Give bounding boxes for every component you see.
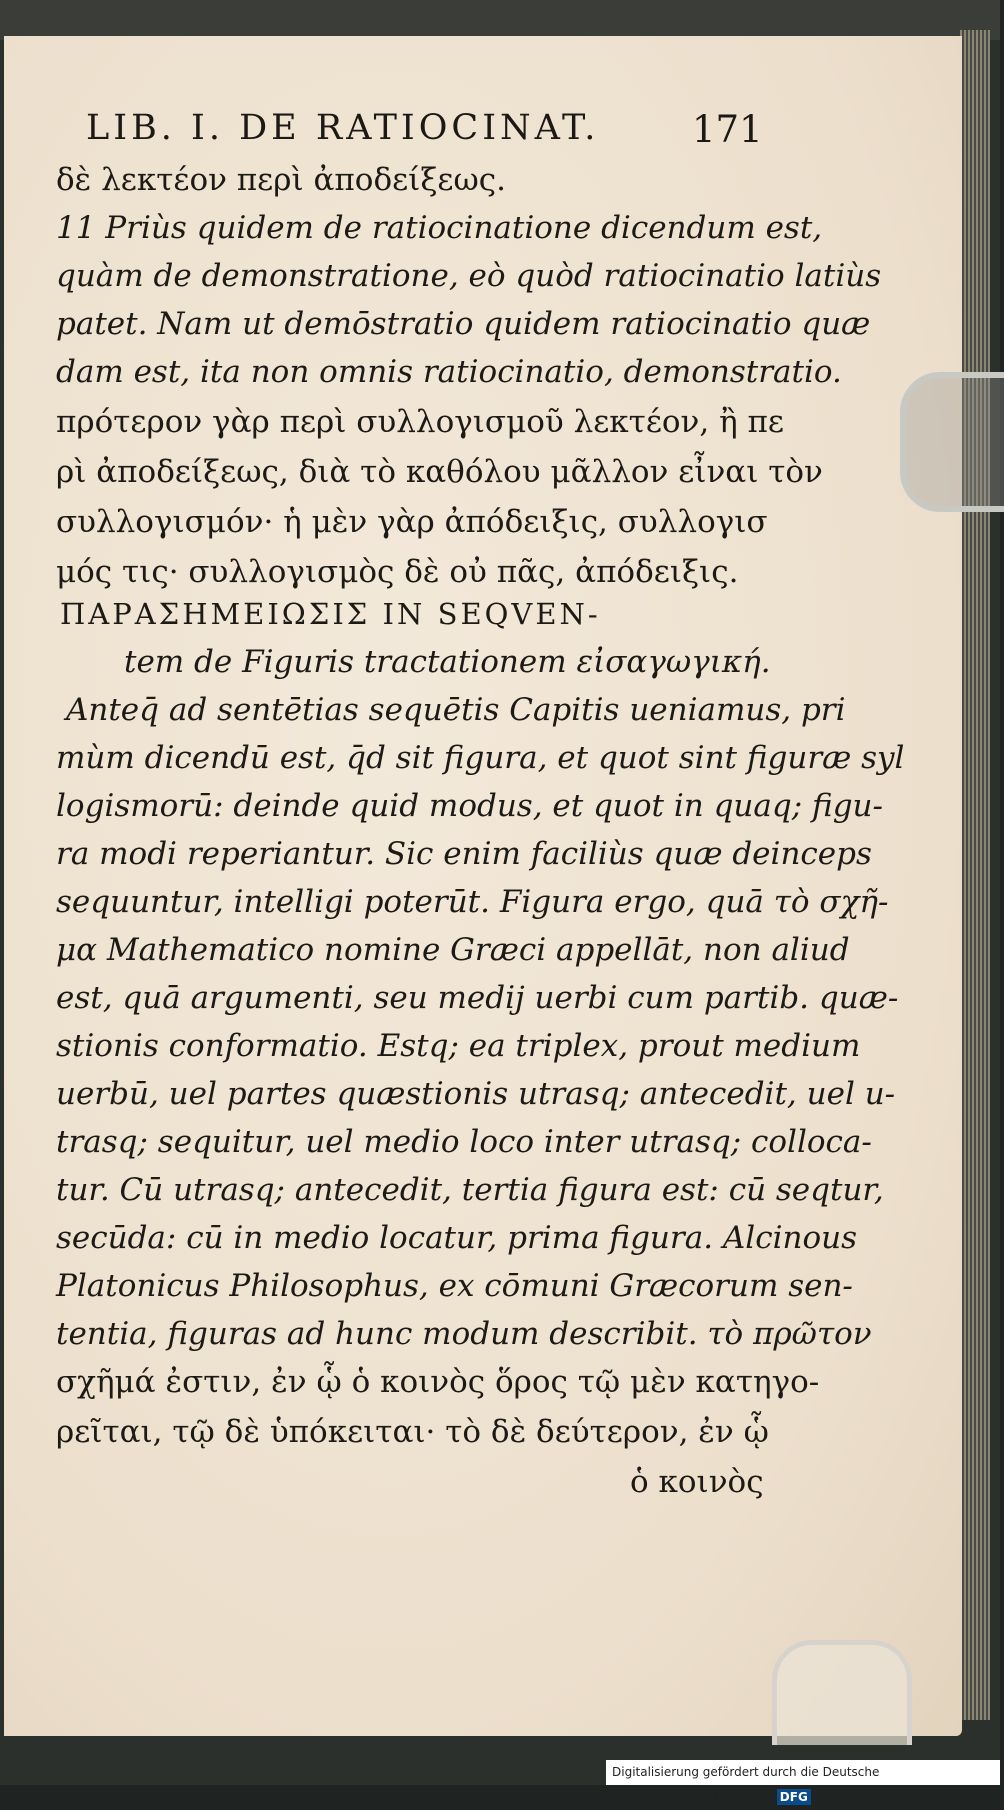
body-line: mùm dicendū est, q̄d sit figura, et quot sint figuræ syl [56,740,905,776]
book-page-edges [960,30,990,1720]
scan-top-strip [0,0,1000,40]
body-line: tentia, figuras ad hunc modum describit. τὸ πρῶτον [56,1316,872,1352]
body-line: ra modi reperiantur. Sic enim faciliùs quæ deinceps [56,836,872,872]
text-line: dam est, ita non omnis ratiocinatio, demonstratio. [56,354,842,390]
section-heading: ΠΑΡΑΣΗΜΕΙΩΣΙΣ IN SEQVEN- [60,597,601,631]
body-line: Anteq̄ ad sentētias sequētis Capitis ueniamus, pri [66,692,846,728]
text-line: δὲ λεκτέον περὶ ἀποδείξεως. [56,162,506,198]
thumb-holder [772,1640,912,1745]
body-line: est, quā argumenti, seu medij uerbi cum partib. quæ- [56,980,899,1016]
dfg-logo: DFG [777,1789,811,1805]
body-line: tur. Cū utrasq; antecedit, tertia figura est: cū seqtur, [56,1172,884,1208]
greek-line: σχῆμά ἐστιν, ἐν ᾧ ὁ κοινὸς ὅρος τῷ μὲν κατηγο- [56,1364,820,1400]
body-line: uerbū, uel partes quæstionis utrasq; antecedit, uel u- [56,1076,896,1112]
text-line: 11 Priùs quidem de ratiocinatione dicendum est, [56,210,823,246]
running-head: LIB. I. DE RATIOCINAT. [86,108,600,148]
text-line: quàm de demonstratione, eò quòd ratiocinatio latiùs [56,258,882,294]
body-line: logismorū: deinde quid modus, et quot in quaq; figu- [56,788,883,824]
page-clip [900,372,1004,512]
body-line: secūda: cū in medio locatur, prima figura. Alcinous [56,1220,857,1256]
body-line: μα Mathematico nomine Græci appellāt, non aliud [56,932,850,968]
catchword: ὁ κοινὸς [630,1464,764,1500]
greek-line: συλλογισμόν· ἡ μὲν γὰρ ἀπόδειξις, συλλογισ [56,504,768,540]
body-line: Platonicus Philosophus, ex cōmuni Græcorum sen- [56,1268,853,1304]
digitization-credit [606,1760,1000,1804]
greek-line: πρότερον γὰρ περὶ συλλογισμοῦ λεκτέον, ἢ πε [56,404,784,440]
credit-text: Digitalisierung gefördert durch die Deutsche Forschungsgemeinschaft - [612,1765,880,1804]
body-line: sequuntur, intelligi poterūt. Figura ergo, quā τὸ σχῆ- [56,884,889,920]
page-number: 171 [692,108,763,151]
section-subheading: tem de Figuris tractationem εἰσαγωγική. [124,644,771,680]
greek-line: ρὶ ἀποδείξεως, διὰ τὸ καθόλου μᾶλλον εἶναι τὸν [56,454,823,490]
body-line: trasq; sequitur, uel medio loco inter utrasq; colloca- [56,1124,872,1160]
greek-line: μός τις· συλλογισμὸς δὲ οὐ πᾶς, ἀπόδειξις. [56,554,739,590]
text-line: patet. Nam ut demōstratio quidem ratiocinatio quæ [56,306,871,342]
body-line: stionis conformatio. Estq; ea triplex, prout medium [56,1028,861,1064]
greek-line: ρεῖται, τῷ δὲ ὑπόκειται· τὸ δὲ δεύτερον, ἐν ᾧ [56,1414,769,1450]
